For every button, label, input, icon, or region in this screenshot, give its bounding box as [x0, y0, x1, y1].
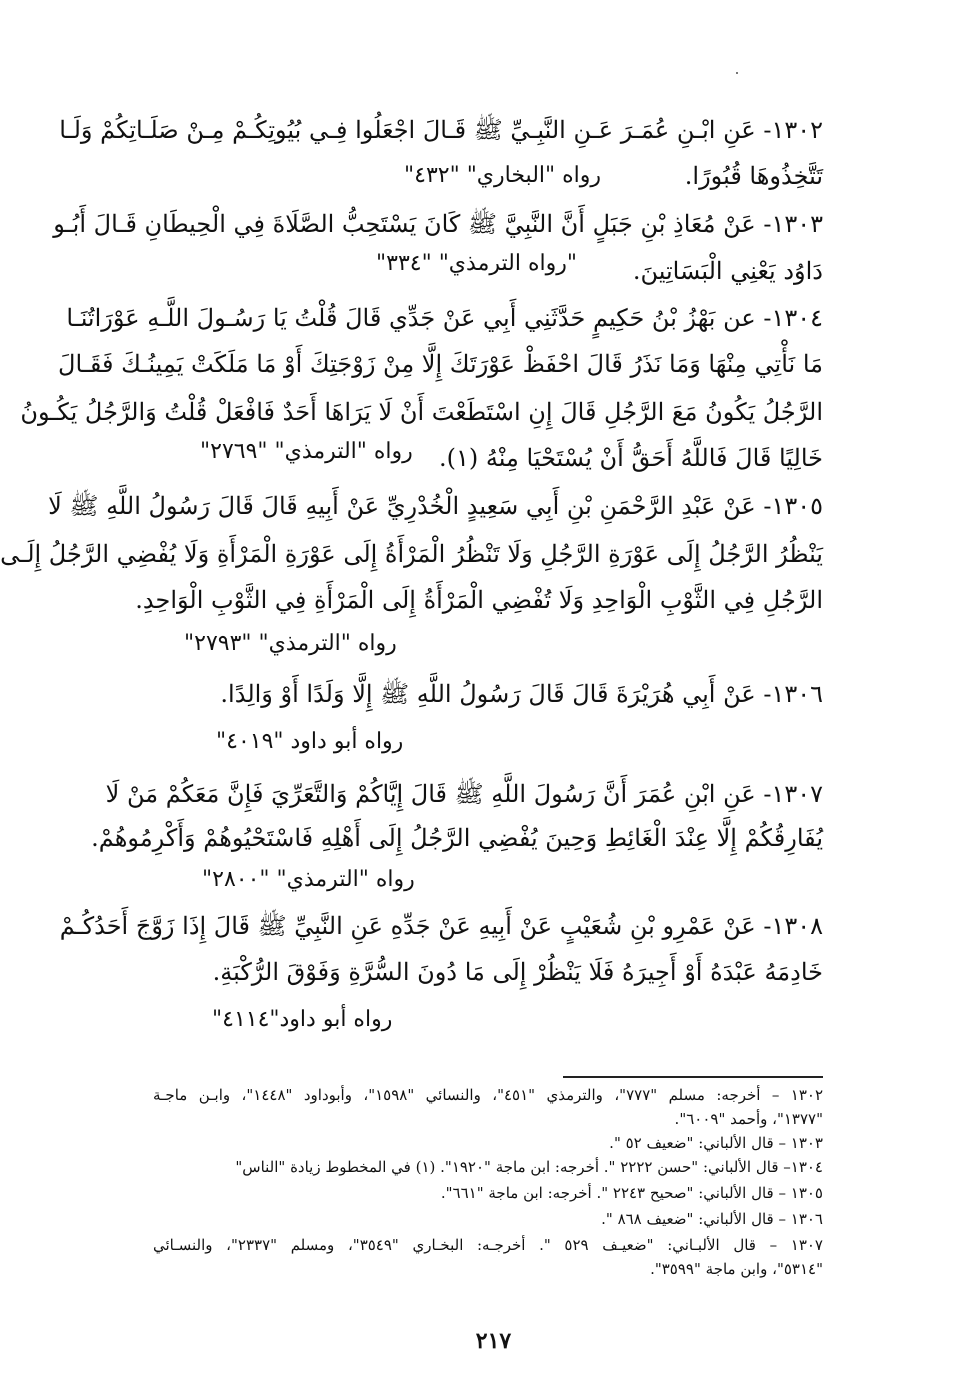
hadith-1304-reference: رواه "الترمذي" "٢٧٦٩" [200, 439, 413, 464]
page-number: ٢١٧ [475, 1328, 512, 1354]
hadith-1304-line-3: الرَّجُلُ يَكُونُ مَعَ الرَّجُلِ قَالَ إِنِ اسْتَطَعْتَ أَنْ لَا يَرَاهَا أَحَدٌ فَافْعَلْ قُلْتُ وَالرَّجُلُ يَكُـونُ [20, 398, 823, 426]
hadith-1308-reference: رواه أبو داود"٤١١٤" [212, 1007, 393, 1032]
footnote-1303: ١٣٠٣ – قال الألباني: "ضعيف ٥٢ ". [609, 1134, 823, 1152]
hadith-1304-line-1: ١٣٠٤- عن بَهْزُ بْنُ حَكِيمٍ حَدَّثَنِي أَبِي عَنْ جَدِّي قَالَ قُلْتُ يَا رَسُـولَ اللَّـهِ عَوْرَاتُنَـا [66, 304, 823, 332]
hadith-1302-reference: رواه "البخاري" "٤٣٢" [404, 163, 602, 188]
hadith-1305-line-3: الرَّجُلِ فِي الثَّوْبِ الْوَاحِدِ وَلَا تُفْضِي الْمَرْأَةُ إِلَى الْمَرْأَةِ فِي الثَّوْبِ الْوَاحِدِ. [135, 586, 823, 614]
hadith-1303-line-1: ١٣٠٣- عَنْ مُعَاذِ بْنِ جَبَلٍ أَنَّ النَّبِيَّ ﷺ كَانَ يَسْتَحِبُّ الصَّلَاةَ فِي الْحِيطَانِ قَـالَ أَبُـو [53, 210, 823, 238]
footnote-1305: ١٣٠٥ – قال الألباني: "صحيح ٢٢٤٣ ". أخرجه: ابن ماجة "٦٦١". [440, 1184, 823, 1202]
hadith-1305-reference: رواه "الترمذي" "٢٧٩٣" [184, 631, 397, 656]
hadith-1304-line-2: مَا نَأْتِي مِنْهَا وَمَا نَذَرُ قَالَ احْفَظْ عَوْرَتَكَ إِلَّا مِنْ زَوْجَتِكَ أَوْ مَا مَلَكَتْ يَمِينُـكَ فَقَـالَ [58, 350, 823, 378]
hadith-1304-line-4: خَالِيًا قَالَ فَاللَّهُ أَحَقُّ أَنْ يُسْتَحْيَا مِنْهُ (١). [439, 444, 823, 472]
hadith-1306-line-1: ١٣٠٦- عَنْ أَبِي هُرَيْرَةَ قَالَ قَالَ رَسُولُ اللَّهِ ﷺ إِلَّا وَلَدًا أَوْ وَالِدًا. [220, 680, 823, 708]
hadith-1302-line-1: ١٣٠٢- عَنِ ابْـنِ عُمَـرَ عَـنِ النَّبِـيِّ ﷺ قَـالَ اجْعَلُوا فِـي بُيُوتِكُـمْ مِـنْ صَلَـاتِكُمْ وَلَـا [59, 116, 823, 144]
hadith-1302-line-2: تَتَّخِذُوهَا قُبُورًا. [684, 162, 823, 190]
footnote-rule [563, 1076, 823, 1078]
scan-speck [736, 72, 738, 74]
footnote-1304: ١٣٠٤– قال الألباني: "حسن ٢٢٢٢ ". أخرجه: ابن ماجة "١٩٢٠". (١) في المخطوط زيادة "الناس" [235, 1158, 823, 1176]
hadith-1306-reference: رواه أبو داود "٤٠١٩" [216, 729, 404, 754]
footnote-1307-line-1: ١٣٠٧ – قال الألبـاني: "ضعيـف ٥٢٩ ". أخرجـه: البخـاري "٣٥٤٩"، ومسلم "٢٣٣٧"، والنسـائي [153, 1236, 823, 1254]
hadith-1307-line-2: يُفَارِقُكُمْ إِلَّا عِنْدَ الْغَائِطِ وَحِينَ يُفْضِي الرَّجُلُ إِلَى أَهْلِهِ فَاسْتَحْيُوهُمْ وَأَكْرِمُوهُمْ. [91, 824, 823, 852]
hadith-1307-reference: رواه "الترمذي" "٢٨٠٠" [202, 867, 415, 892]
footnote-1307-line-2: "٥٣١٤"، وابن ماجة "٣٥٩٩". [650, 1260, 823, 1278]
footnote-1302-line-1: ١٣٠٢ – أخرجه: مسلم "٧٧٧"، والترمذي "٤٥١"، والنسائي "١٥٩٨"، وأبوداود "١٤٤٨"، وابـن ماجـة [153, 1086, 824, 1104]
hadith-1307-line-1: ١٣٠٧- عَنِ ابْنِ عُمَرَ أَنَّ رَسُولَ اللَّهِ ﷺ قَالَ إِيَّاكُمْ وَالتَّعَرِّيَ فَإِنَّ مَعَكُمْ مَنْ لَا [105, 780, 823, 808]
footnote-1306: ١٣٠٦ – قال الألباني: "ضعيف ٨٦٨ ". [601, 1210, 823, 1228]
hadith-1308-line-1: ١٣٠٨- عَنْ عَمْرِو بْنِ شُعَيْبٍ عَنْ أَبِيهِ عَنْ جَدِّهِ عَنِ النَّبِيِّ ﷺ قَالَ إِذَا زَوَّجَ أَحَدُكُـمْ [59, 912, 823, 940]
hadith-1305-line-1: ١٣٠٥- عَنْ عَبْدِ الرَّحْمَنِ بْنِ أَبِي سَعِيدٍ الْخُدْرِيِّ عَنْ أَبِيهِ قَالَ قَالَ رَسُولُ اللَّهِ ﷺ لَا [48, 492, 823, 520]
footnote-1302-line-2: "١٣٧٧"، وأحمد "٦٠٠٩". [674, 1110, 823, 1128]
hadith-1305-line-2: يَنْظُرُ الرَّجُلُ إِلَى عَوْرَةِ الرَّجُلِ وَلَا تَنْظُرُ الْمَرْأَةُ إِلَى عَوْرَةِ الْمَرْأَةِ وَلَا يُفْضِي الرَّجُلُ إِلَـى [0, 540, 823, 568]
hadith-1303-line-2: دَاوُد يَعْنِي الْبَسَاتِينَ. [632, 257, 823, 285]
hadith-1303-reference: "رواه الترمذي" "٣٣٤" [376, 251, 577, 276]
hadith-1308-line-2: خَادِمَهُ عَبْدَهُ أَوْ أَجِيرَهُ فَلَا يَنْظُرْ إِلَى مَا دُونَ السُّرَّةِ وَفَوْقَ الرُّكْبَةِ. [212, 958, 823, 986]
